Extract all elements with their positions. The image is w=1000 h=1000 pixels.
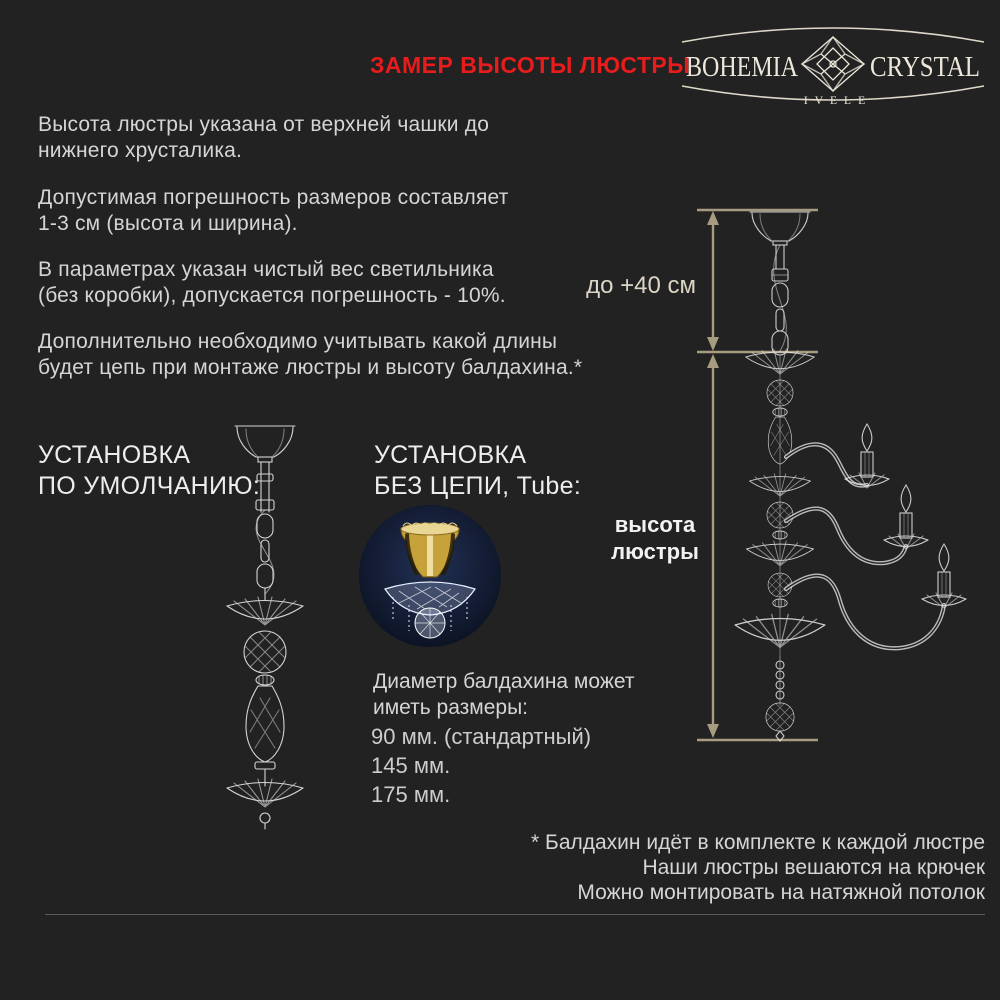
paragraph-net-weight (38, 257, 506, 309)
tube-mount-photo (359, 505, 501, 647)
bohemia-crystal-logo (678, 24, 988, 112)
canopy-size-item: 145 мм. (371, 753, 451, 778)
footnote-line: * Балдахин идёт в комплекте к каждой люстре (531, 831, 985, 854)
canopy-diameter-heading (373, 669, 634, 721)
paragraph-height-measured-from (38, 112, 489, 164)
paragraph-line: (без коробки), допускается погрешность - 10%. (38, 284, 506, 307)
arrow-down-icon (707, 724, 719, 738)
canopy-size-item: 175 мм. (371, 782, 451, 807)
paragraph-line: нижнего хрусталика. (38, 139, 243, 162)
canopy-cup (750, 212, 810, 245)
gold-canopy-photo-art (359, 505, 501, 647)
logo-brand-right: CRYSTAL (870, 52, 980, 83)
section-heading-line: УСТАНОВКА (374, 441, 527, 469)
chain-suspension-line-drawing (188, 414, 342, 842)
page-title: ЗАМЕР ВЫСОТЫ ЛЮСТРЫ (370, 52, 691, 78)
suspension-rod (256, 462, 274, 512)
logo-brand-left: BOHEMIA (686, 52, 799, 83)
paragraph-line: Высота люстры указана от верхней чашки до (38, 113, 490, 136)
paragraph-line: будет цепь при монтаже люстры и высоту балдахина.* (38, 356, 583, 379)
logo-sub-brand: IVELE (803, 95, 873, 107)
canopy-size-list (371, 722, 591, 809)
footnote-line: Можно монтировать на натяжной потолок (577, 881, 985, 904)
bottom-divider (45, 914, 985, 915)
section-heading-line: УСТАНОВКА (38, 441, 191, 469)
footnote-line: Наши люстры вешаются на крючек (642, 856, 985, 879)
section-heading-line: ПО УМОЛЧАНИЮ: (38, 472, 261, 500)
candle (884, 485, 928, 549)
arrow-down-icon (707, 337, 719, 351)
paragraph-line: Дополнительно необходимо учитывать какой длины (38, 330, 558, 353)
canopy-heading-line: Диаметр балдахина может (373, 670, 635, 693)
paragraph-line: В параметрах указан чистый вес светильника (38, 258, 494, 281)
crystal-bead-drop (766, 657, 794, 741)
paragraph-line: Допустимая погрешность размеров составляет (38, 186, 509, 209)
chandelier-stem (227, 597, 303, 829)
chandelier-line-drawing (735, 212, 825, 741)
footnotes (265, 830, 985, 905)
candle (845, 424, 889, 488)
height-label-line: высота (614, 512, 696, 537)
paragraph-size-tolerance (38, 185, 509, 237)
height-label-line: люстры (611, 539, 699, 564)
arrow-up-icon (707, 211, 719, 225)
paragraph-line: 1-3 см (высота и ширина). (38, 212, 298, 235)
logo-top-arc (682, 28, 984, 42)
candles (845, 424, 966, 608)
power-cord (256, 510, 274, 594)
section-heading-line: БЕЗ ЦЕПИ, Tube: (374, 472, 582, 500)
canopy-heading-line: иметь размеры: (373, 696, 529, 719)
measurement-arrows (697, 210, 818, 740)
canopy-size-item: 90 мм. (стандартный) (371, 724, 592, 749)
arrow-up-icon (707, 354, 719, 368)
paragraph-chain-length-note (38, 329, 582, 381)
chain-length-label: до +40 см (586, 272, 696, 299)
crystal-ball (415, 608, 445, 638)
canopy-cup (235, 426, 295, 462)
crystal-diamond-ornament-icon (802, 37, 864, 91)
candle (922, 544, 966, 608)
section-tube-install-heading (374, 440, 581, 502)
